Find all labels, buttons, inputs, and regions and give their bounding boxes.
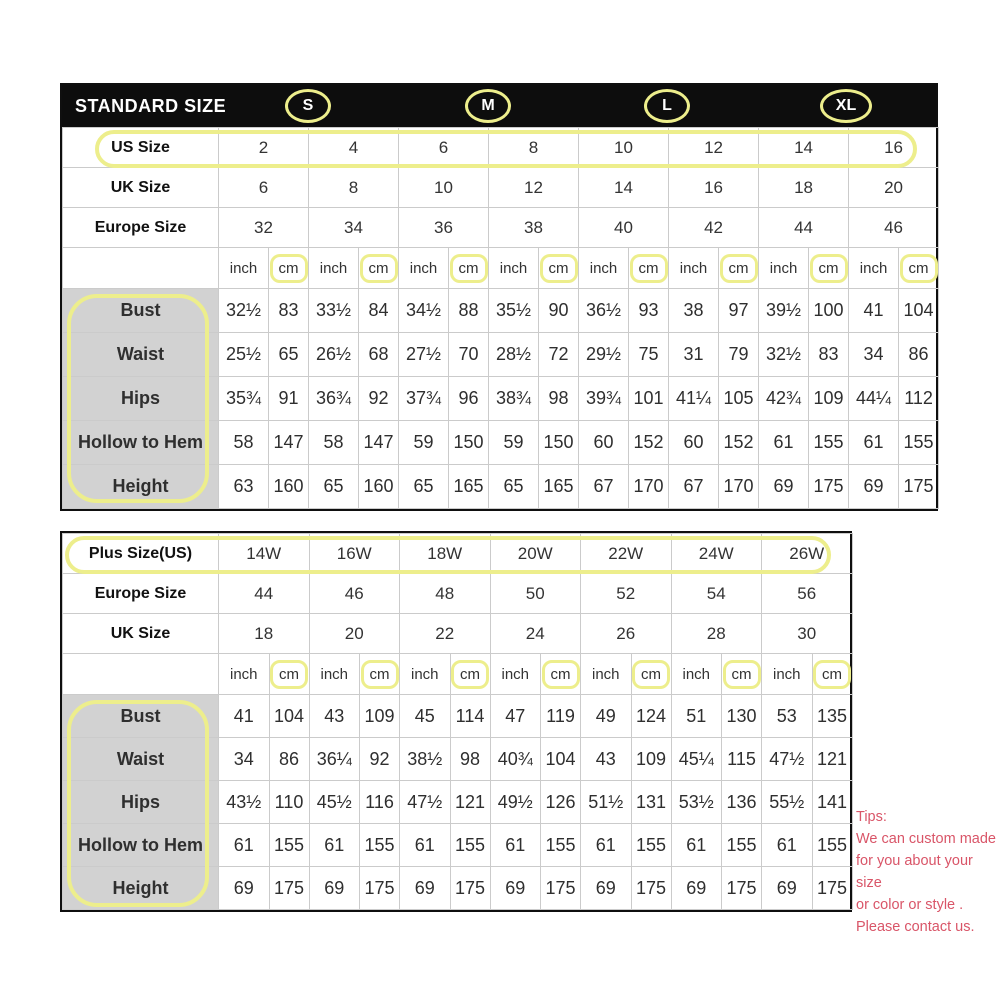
cm-highlight-box: cm: [451, 660, 489, 689]
hollow-to-hem-inch-value: 61: [400, 824, 451, 867]
hollow-to-hem-cm-value: 147: [359, 421, 399, 465]
cm-highlight-box: cm: [360, 254, 398, 283]
table-row: [63, 377, 939, 421]
europe-size-value: 54: [671, 574, 762, 614]
unit-row: [63, 654, 853, 695]
hips-inch-value: 43½: [219, 781, 270, 824]
row-label-uk-size: UK Size: [63, 168, 219, 208]
tips-line: for you about your size: [856, 853, 973, 891]
waist-cm-value: 98: [450, 738, 490, 781]
row-label-europe-size: Europe Size: [63, 208, 219, 248]
tips-line: or color or style .: [856, 897, 964, 913]
hollow-to-hem-cm-value: 155: [722, 824, 762, 867]
cm-highlight-box: cm: [632, 660, 670, 689]
cm-highlight-box: cm: [270, 254, 308, 283]
plus-size-table: [60, 531, 852, 912]
height-inch-value: 69: [759, 465, 809, 509]
uk-size-value: 10: [399, 168, 489, 208]
us-size-value: 8: [489, 128, 579, 168]
unit-inch-label: inch: [309, 654, 360, 695]
hollow-to-hem-inch-value: 60: [579, 421, 629, 465]
table-row: [63, 534, 853, 574]
unit-inch-label: inch: [581, 654, 632, 695]
height-inch-value: 69: [309, 867, 360, 910]
table-row: [63, 738, 853, 781]
unit-inch-label: inch: [399, 248, 449, 289]
us-size-value: 12: [669, 128, 759, 168]
bust-inch-value: 43: [309, 695, 360, 738]
bust-inch-value: 39½: [759, 289, 809, 333]
hips-cm-value: 141: [812, 781, 852, 824]
hips-inch-value: 41¼: [669, 377, 719, 421]
unit-inch-label: inch: [489, 248, 539, 289]
hollow-to-hem-cm-value: 152: [629, 421, 669, 465]
table-row: [63, 574, 853, 614]
waist-cm-value: 92: [360, 738, 400, 781]
waist-inch-value: 45¼: [671, 738, 722, 781]
bust-inch-value: 41: [849, 289, 899, 333]
waist-cm-value: 104: [541, 738, 581, 781]
row-label-us-size: US Size: [63, 128, 219, 168]
table-row: [63, 208, 939, 248]
tips-note: [856, 806, 998, 938]
unit-inch-label: inch: [671, 654, 722, 695]
cm-highlight-box: cm: [720, 254, 758, 283]
bust-cm-value: 93: [629, 289, 669, 333]
height-inch-value: 67: [669, 465, 719, 509]
unit-cm-cell: [899, 248, 939, 289]
table-row: [63, 421, 939, 465]
bust-inch-value: 45: [400, 695, 451, 738]
waist-cm-value: 121: [812, 738, 852, 781]
hollow-to-hem-cm-value: 147: [269, 421, 309, 465]
row-label-waist: Waist: [63, 738, 219, 781]
unit-inch-label: inch: [762, 654, 813, 695]
unit-cm-cell: [269, 654, 309, 695]
unit-cm-cell: [450, 654, 490, 695]
bust-inch-value: 53: [762, 695, 813, 738]
unit-cm-cell: [541, 654, 581, 695]
uk-size-value: 26: [581, 614, 672, 654]
europe-size-value: 46: [309, 574, 400, 614]
height-inch-value: 69: [762, 867, 813, 910]
height-inch-value: 69: [400, 867, 451, 910]
tips-line: We can custom made: [856, 831, 996, 847]
table-row: [63, 695, 853, 738]
waist-cm-value: 86: [269, 738, 309, 781]
height-cm-value: 175: [812, 867, 852, 910]
plus-size-us-value: 24W: [671, 534, 762, 574]
hips-cm-value: 110: [269, 781, 309, 824]
waist-cm-value: 83: [809, 333, 849, 377]
us-size-value: 14: [759, 128, 849, 168]
hollow-to-hem-cm-value: 150: [539, 421, 579, 465]
unit-cm-cell: [629, 248, 669, 289]
uk-size-value: 8: [309, 168, 399, 208]
unit-inch-label: inch: [759, 248, 809, 289]
uk-size-value: 20: [849, 168, 939, 208]
waist-inch-value: 26½: [309, 333, 359, 377]
bust-cm-value: 104: [269, 695, 309, 738]
us-size-value: 10: [579, 128, 669, 168]
unit-cm-cell: [812, 654, 852, 695]
hollow-to-hem-cm-value: 155: [269, 824, 309, 867]
cm-highlight-box: cm: [542, 660, 580, 689]
unit-cm-cell: [719, 248, 759, 289]
plus-size-us-value: 26W: [762, 534, 853, 574]
table-row: [63, 128, 939, 168]
unit-cm-cell: [449, 248, 489, 289]
row-label-height: Height: [63, 867, 219, 910]
hollow-to-hem-inch-value: 58: [309, 421, 359, 465]
unit-inch-label: inch: [309, 248, 359, 289]
row-label-hollow-to-hem: Hollow to Hem: [63, 824, 219, 867]
waist-inch-value: 43: [581, 738, 632, 781]
bust-inch-value: 36½: [579, 289, 629, 333]
table-row: [63, 333, 939, 377]
bust-cm-value: 119: [541, 695, 581, 738]
europe-size-value: 40: [579, 208, 669, 248]
height-inch-value: 67: [579, 465, 629, 509]
height-inch-value: 65: [399, 465, 449, 509]
table-row: [63, 824, 853, 867]
unit-cm-cell: [539, 248, 579, 289]
europe-size-value: 44: [219, 574, 310, 614]
bust-cm-value: 114: [450, 695, 490, 738]
height-cm-value: 175: [450, 867, 490, 910]
tips-lines: [856, 828, 998, 938]
hollow-to-hem-cm-value: 152: [719, 421, 759, 465]
bust-inch-value: 41: [219, 695, 270, 738]
waist-inch-value: 29½: [579, 333, 629, 377]
hips-inch-value: 44¼: [849, 377, 899, 421]
cm-highlight-box: cm: [900, 254, 938, 283]
height-inch-value: 69: [849, 465, 899, 509]
height-cm-value: 175: [269, 867, 309, 910]
table-row: [63, 168, 939, 208]
unit-cm-cell: [359, 248, 399, 289]
bust-inch-value: 34½: [399, 289, 449, 333]
hollow-to-hem-inch-value: 61: [581, 824, 632, 867]
uk-size-value: 16: [669, 168, 759, 208]
europe-size-value: 34: [309, 208, 399, 248]
hollow-to-hem-cm-value: 155: [360, 824, 400, 867]
unit-inch-label: inch: [849, 248, 899, 289]
hollow-to-hem-cm-value: 155: [812, 824, 852, 867]
hips-cm-value: 131: [631, 781, 671, 824]
hips-cm-value: 109: [809, 377, 849, 421]
hips-cm-value: 91: [269, 377, 309, 421]
table-row: [63, 867, 853, 910]
hollow-to-hem-cm-value: 155: [809, 421, 849, 465]
hollow-to-hem-inch-value: 59: [399, 421, 449, 465]
unit-row-corner: [63, 654, 219, 695]
unit-inch-label: inch: [219, 248, 269, 289]
hollow-to-hem-inch-value: 59: [489, 421, 539, 465]
bust-inch-value: 47: [490, 695, 541, 738]
cm-highlight-box: cm: [810, 254, 848, 283]
unit-cm-cell: [360, 654, 400, 695]
uk-size-value: 24: [490, 614, 581, 654]
waist-inch-value: 34: [219, 738, 270, 781]
hips-inch-value: 55½: [762, 781, 813, 824]
waist-cm-value: 65: [269, 333, 309, 377]
hips-cm-value: 136: [722, 781, 762, 824]
height-inch-value: 69: [671, 867, 722, 910]
row-label-waist: Waist: [63, 333, 219, 377]
row-label-bust: Bust: [63, 289, 219, 333]
cm-highlight-box: cm: [813, 660, 851, 689]
waist-cm-value: 115: [722, 738, 762, 781]
tips-line: Please contact us.: [856, 919, 975, 935]
unit-cm-cell: [809, 248, 849, 289]
hollow-to-hem-inch-value: 61: [671, 824, 722, 867]
unit-inch-label: inch: [490, 654, 541, 695]
hips-cm-value: 98: [539, 377, 579, 421]
bust-inch-value: 32½: [219, 289, 269, 333]
waist-cm-value: 79: [719, 333, 759, 377]
uk-size-value: 14: [579, 168, 669, 208]
table-row: [63, 614, 853, 654]
unit-cm-cell: [631, 654, 671, 695]
hips-cm-value: 105: [719, 377, 759, 421]
size-badge-m: M: [465, 89, 511, 123]
height-cm-value: 175: [631, 867, 671, 910]
size-badge-l: L: [644, 89, 690, 123]
uk-size-value: 20: [309, 614, 400, 654]
uk-size-value: 30: [762, 614, 853, 654]
europe-size-value: 36: [399, 208, 489, 248]
row-label-height: Height: [63, 465, 219, 509]
plus-size-us-value: 16W: [309, 534, 400, 574]
hips-inch-value: 36¾: [309, 377, 359, 421]
size-badge-xl: XL: [820, 89, 872, 123]
hips-inch-value: 35¾: [219, 377, 269, 421]
waist-inch-value: 32½: [759, 333, 809, 377]
hips-cm-value: 101: [629, 377, 669, 421]
unit-cm-cell: [269, 248, 309, 289]
cm-highlight-box: cm: [361, 660, 399, 689]
cm-highlight-box: cm: [723, 660, 761, 689]
waist-cm-value: 70: [449, 333, 489, 377]
row-label-europe-size: Europe Size: [63, 574, 219, 614]
bust-cm-value: 104: [899, 289, 939, 333]
hips-cm-value: 116: [360, 781, 400, 824]
waist-cm-value: 75: [629, 333, 669, 377]
uk-size-value: 18: [219, 614, 310, 654]
height-cm-value: 175: [541, 867, 581, 910]
row-label-bust: Bust: [63, 695, 219, 738]
us-size-value: 4: [309, 128, 399, 168]
row-label-plus-size-us: Plus Size(US): [63, 534, 219, 574]
bust-cm-value: 97: [719, 289, 759, 333]
cm-highlight-box: cm: [450, 254, 488, 283]
bust-cm-value: 84: [359, 289, 399, 333]
plus-size-us-value: 22W: [581, 534, 672, 574]
plus-size-grid: [62, 533, 853, 910]
europe-size-value: 46: [849, 208, 939, 248]
hips-inch-value: 37¾: [399, 377, 449, 421]
bust-cm-value: 90: [539, 289, 579, 333]
cm-highlight-box: cm: [540, 254, 578, 283]
unit-inch-label: inch: [400, 654, 451, 695]
height-cm-value: 160: [359, 465, 399, 509]
height-inch-value: 69: [490, 867, 541, 910]
waist-inch-value: 27½: [399, 333, 449, 377]
row-label-hips: Hips: [63, 377, 219, 421]
height-cm-value: 175: [722, 867, 762, 910]
waist-inch-value: 40¾: [490, 738, 541, 781]
hips-cm-value: 121: [450, 781, 490, 824]
waist-cm-value: 68: [359, 333, 399, 377]
hips-cm-value: 112: [899, 377, 939, 421]
uk-size-value: 22: [400, 614, 491, 654]
uk-size-value: 6: [219, 168, 309, 208]
unit-cm-cell: [722, 654, 762, 695]
bust-inch-value: 51: [671, 695, 722, 738]
unit-inch-label: inch: [219, 654, 270, 695]
hips-inch-value: 38¾: [489, 377, 539, 421]
hips-inch-value: 47½: [400, 781, 451, 824]
bust-cm-value: 88: [449, 289, 489, 333]
europe-size-value: 56: [762, 574, 853, 614]
hollow-to-hem-inch-value: 61: [849, 421, 899, 465]
height-cm-value: 165: [449, 465, 489, 509]
cm-highlight-box: cm: [630, 254, 668, 283]
hollow-to-hem-inch-value: 61: [762, 824, 813, 867]
height-cm-value: 170: [719, 465, 759, 509]
hollow-to-hem-inch-value: 60: [669, 421, 719, 465]
uk-size-value: 18: [759, 168, 849, 208]
hips-inch-value: 45½: [309, 781, 360, 824]
uk-size-value: 12: [489, 168, 579, 208]
us-size-value: 2: [219, 128, 309, 168]
bust-cm-value: 135: [812, 695, 852, 738]
bust-inch-value: 49: [581, 695, 632, 738]
waist-cm-value: 86: [899, 333, 939, 377]
hips-cm-value: 96: [449, 377, 489, 421]
waist-inch-value: 38½: [400, 738, 451, 781]
bust-cm-value: 130: [722, 695, 762, 738]
bust-cm-value: 109: [360, 695, 400, 738]
hips-cm-value: 92: [359, 377, 399, 421]
waist-inch-value: 34: [849, 333, 899, 377]
europe-size-value: 44: [759, 208, 849, 248]
waist-inch-value: 31: [669, 333, 719, 377]
waist-cm-value: 109: [631, 738, 671, 781]
hollow-to-hem-inch-value: 61: [309, 824, 360, 867]
hollow-to-hem-cm-value: 155: [899, 421, 939, 465]
hips-inch-value: 49½: [490, 781, 541, 824]
standard-size-header: [62, 85, 936, 127]
height-cm-value: 160: [269, 465, 309, 509]
height-inch-value: 69: [219, 867, 270, 910]
hollow-to-hem-inch-value: 61: [759, 421, 809, 465]
unit-inch-label: inch: [669, 248, 719, 289]
height-cm-value: 170: [629, 465, 669, 509]
hollow-to-hem-cm-value: 150: [449, 421, 489, 465]
bust-inch-value: 33½: [309, 289, 359, 333]
us-size-value: 16: [849, 128, 939, 168]
europe-size-value: 52: [581, 574, 672, 614]
waist-cm-value: 72: [539, 333, 579, 377]
hollow-to-hem-cm-value: 155: [631, 824, 671, 867]
height-inch-value: 65: [309, 465, 359, 509]
hollow-to-hem-cm-value: 155: [450, 824, 490, 867]
standard-size-table: [60, 83, 938, 511]
hips-inch-value: 39¾: [579, 377, 629, 421]
europe-size-value: 32: [219, 208, 309, 248]
standard-size-grid: [62, 127, 939, 509]
bust-inch-value: 38: [669, 289, 719, 333]
europe-size-value: 48: [400, 574, 491, 614]
hollow-to-hem-inch-value: 58: [219, 421, 269, 465]
plus-size-us-value: 14W: [219, 534, 310, 574]
unit-row: [63, 248, 939, 289]
table-row: [63, 465, 939, 509]
bust-cm-value: 83: [269, 289, 309, 333]
row-label-hips: Hips: [63, 781, 219, 824]
waist-inch-value: 28½: [489, 333, 539, 377]
tips-title: Tips:: [856, 809, 887, 825]
hips-cm-value: 126: [541, 781, 581, 824]
uk-size-value: 28: [671, 614, 762, 654]
plus-size-us-value: 20W: [490, 534, 581, 574]
plus-size-us-value: 18W: [400, 534, 491, 574]
height-cm-value: 175: [360, 867, 400, 910]
hollow-to-hem-inch-value: 61: [490, 824, 541, 867]
unit-inch-label: inch: [579, 248, 629, 289]
hips-inch-value: 53½: [671, 781, 722, 824]
size-badge-s: S: [285, 89, 331, 123]
height-inch-value: 63: [219, 465, 269, 509]
bust-inch-value: 35½: [489, 289, 539, 333]
waist-inch-value: 25½: [219, 333, 269, 377]
hips-inch-value: 51½: [581, 781, 632, 824]
table-row: [63, 781, 853, 824]
table-row: [63, 289, 939, 333]
row-label-uk-size: UK Size: [63, 614, 219, 654]
height-inch-value: 65: [489, 465, 539, 509]
height-cm-value: 165: [539, 465, 579, 509]
europe-size-value: 42: [669, 208, 759, 248]
hollow-to-hem-cm-value: 155: [541, 824, 581, 867]
hollow-to-hem-inch-value: 61: [219, 824, 270, 867]
height-cm-value: 175: [809, 465, 849, 509]
height-inch-value: 69: [581, 867, 632, 910]
europe-size-value: 38: [489, 208, 579, 248]
unit-row-corner: [63, 248, 219, 289]
waist-inch-value: 47½: [762, 738, 813, 781]
height-cm-value: 175: [899, 465, 939, 509]
bust-cm-value: 124: [631, 695, 671, 738]
bust-cm-value: 100: [809, 289, 849, 333]
hips-inch-value: 42¾: [759, 377, 809, 421]
standard-size-title: STANDARD SIZE: [75, 95, 227, 116]
waist-inch-value: 36¼: [309, 738, 360, 781]
row-label-hollow-to-hem: Hollow to Hem: [63, 421, 219, 465]
cm-highlight-box: cm: [270, 660, 308, 689]
us-size-value: 6: [399, 128, 489, 168]
europe-size-value: 50: [490, 574, 581, 614]
